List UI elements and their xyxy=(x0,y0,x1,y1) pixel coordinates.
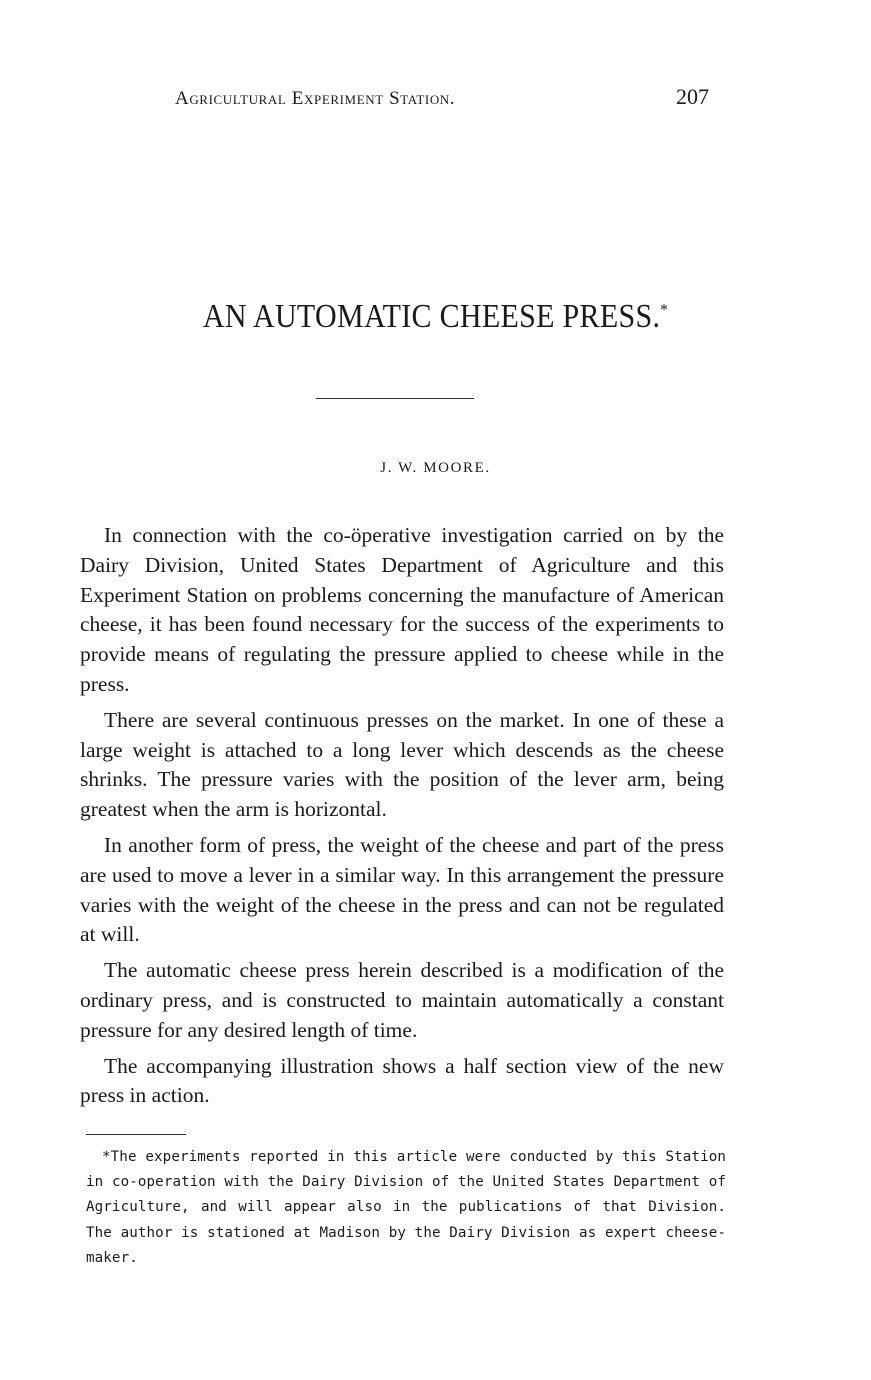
page-number: 207 xyxy=(676,84,709,109)
title-divider xyxy=(316,398,474,399)
body-paragraph: In another form of press, the weight of the cheese and part of the press are used to move a lever in a similar way. In this arrangement the pressure varies with the weight of the cheese in the press and can not be regulated at will. xyxy=(80,832,724,947)
footnote-mark: * xyxy=(102,1149,111,1165)
body-paragraph: In connection with the co-öperative investigation carried on by the Dairy Division, United States Department of Agriculture and this Experiment Station on problems concerning the manufacture of American cheese, it has been found necessary for the success of the experiments to provide means of regulating the pressure applied to cheese while in the press. xyxy=(80,523,724,696)
body-paragraph: The automatic cheese press herein described is a modification of the ordinary press, and is constructed to maintain automatically a constant pressure for any desired length of time. xyxy=(80,958,724,1042)
running-title: Agricultural Experiment Station. xyxy=(175,88,456,109)
body-paragraph: The accompanying illustration shows a half section view of the new press in action. xyxy=(80,1053,724,1108)
body-paragraph: There are several continuous presses on the market. In one of these a large weight is attached to a long lever which descends as the cheese shrinks. The pressure varies with the position of the lever arm, being greatest when the arm is horizontal. xyxy=(80,707,724,822)
footnote-text: The experiments reported in this article were conducted by this Station in co-operation with the Dairy Division of the United States Department of Agriculture, and will appear also in the publications of that Division. The author is stationed at Madison by the Dairy Division as expert cheese-maker. xyxy=(86,1149,726,1266)
footnote xyxy=(86,1145,726,1271)
article-body xyxy=(80,521,724,1117)
author-byline: J. W. MOORE. xyxy=(380,460,491,476)
footnote-divider xyxy=(86,1134,186,1135)
article-title xyxy=(0,298,871,336)
running-head xyxy=(175,84,715,114)
article-title-text: AN AUTOMATIC CHEESE PRESS. xyxy=(202,297,661,335)
title-footnote-mark: * xyxy=(660,301,669,320)
